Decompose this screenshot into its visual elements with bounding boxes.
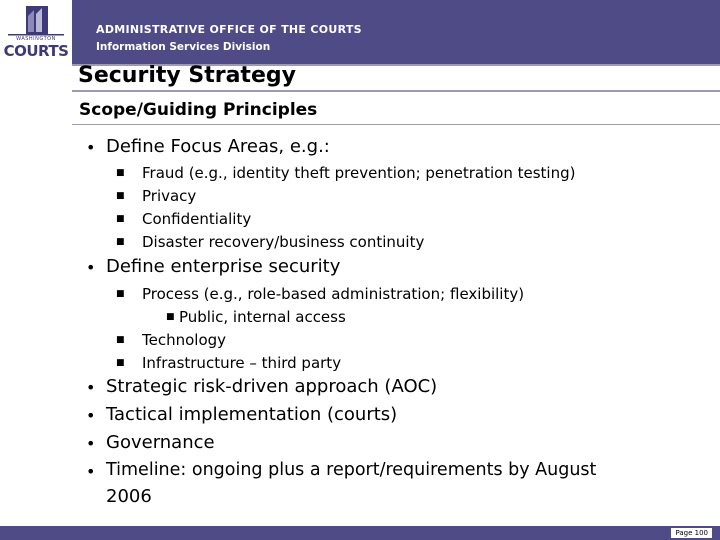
- bullet-icon: •: [86, 434, 96, 453]
- org-name: ADMINISTRATIVE OFFICE OF THE COURTS: [96, 23, 362, 36]
- washington-courts-logo: [0, 0, 72, 64]
- enterprise-item: Technology: [142, 331, 227, 349]
- square-bullet-icon: ■: [116, 214, 125, 224]
- focus-item: Confidentiality: [142, 210, 252, 228]
- strategy-bullet: Strategic risk-driven approach (AOC): [106, 376, 438, 397]
- slide-title: Security Strategy: [78, 63, 296, 88]
- focus-item: Fraud (e.g., identity theft prevention; penetration testing): [142, 164, 576, 182]
- focus-item: Disaster recovery/business continuity: [142, 233, 425, 251]
- logo-state-text: WASHINGTON: [16, 36, 56, 42]
- square-bullet-icon: ■: [116, 335, 125, 345]
- square-bullet-icon: ■: [116, 191, 125, 201]
- square-bullet-icon: ■: [116, 358, 125, 368]
- footer-band: [0, 526, 720, 540]
- bullet-icon: •: [86, 258, 96, 277]
- bullet-icon: •: [86, 378, 96, 397]
- bullet-icon: •: [86, 138, 96, 157]
- square-bullet-icon: ■: [116, 168, 125, 178]
- focus-item: Privacy: [142, 187, 197, 205]
- logo-courts-text: COURTS: [3, 42, 69, 60]
- slide-subtitle: Scope/Guiding Principles: [79, 100, 318, 120]
- strategy-bullet: Timeline: ongoing plus a report/requirements by August: [106, 460, 597, 480]
- focus-areas-heading: Define Focus Areas, e.g.:: [106, 136, 330, 157]
- courts-emblem-icon: [6, 6, 66, 36]
- division-name: Information Services Division: [96, 41, 271, 53]
- enterprise-heading: Define enterprise security: [106, 256, 341, 277]
- page-number: Page 100: [671, 528, 712, 538]
- square-bullet-icon: ■: [116, 289, 125, 299]
- bullet-icon: •: [86, 406, 96, 425]
- strategy-bullet: Governance: [106, 432, 215, 453]
- square-bullet-icon: ■: [116, 237, 125, 247]
- enterprise-item: Infrastructure – third party: [142, 354, 342, 372]
- enterprise-subitem: Public, internal access: [179, 308, 346, 326]
- strategy-bullet: Tactical implementation (courts): [106, 404, 398, 425]
- bullet-icon: •: [86, 462, 96, 481]
- subtitle-divider: [72, 124, 720, 125]
- strategy-bullet-continuation: 2006: [106, 486, 152, 507]
- enterprise-item: Process (e.g., role-based administration; flexibility): [142, 285, 525, 303]
- square-bullet-icon: ■: [166, 312, 175, 322]
